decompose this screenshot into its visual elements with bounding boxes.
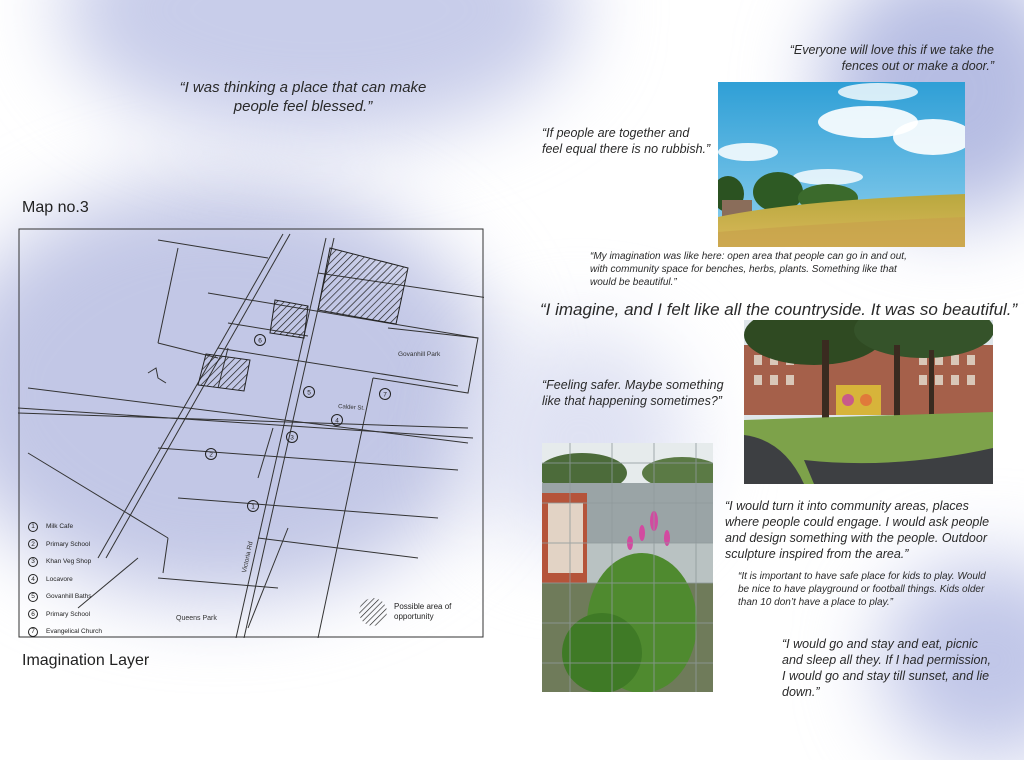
legend-number: 7: [28, 627, 38, 637]
legend-label: Milk Cafe: [46, 523, 74, 531]
quote-fences: “Everyone will love this if we take the fences out or make a door.”: [789, 43, 994, 73]
overgrown-lot-image: [542, 443, 713, 692]
legend-label: Locavore: [46, 575, 73, 583]
opportunity-area-2: [270, 300, 308, 338]
opportunity-legend: [358, 597, 454, 627]
legend-item: [28, 536, 102, 554]
quote-together: “If people are together and feel equal there is no rubbish.”: [542, 126, 711, 156]
quote-kids: “It is important to have safe place for kids to play. Would be nice to have playground or football things. Kids older than 10 don’t have a place to play.”: [738, 571, 986, 608]
legend-item: [28, 588, 102, 606]
legend-number: 5: [28, 592, 38, 602]
quote-picnic: “I would go and stay and eat, picnic and sleep all they. If I had permission, I would go and stay till sunset, and lie down.”: [782, 637, 991, 699]
legend-label: Primary School: [46, 610, 91, 618]
label-victoria-rd: Victoria Rd: [241, 540, 255, 574]
label-govanhill-park: Govanhill Park: [398, 351, 441, 358]
marker-4: 4: [335, 417, 339, 425]
label-queens-park: Queens Park: [176, 615, 217, 622]
green-space-image: [744, 320, 993, 484]
quote-blessed: “I was thinking a place that can make people feel blessed.”: [179, 79, 427, 115]
marker-7: 7: [383, 391, 387, 399]
background-blob-top: [60, 0, 580, 140]
quote-safer: “Feeling safer. Maybe something like that happening sometimes?”: [542, 378, 724, 408]
meadow-image: [718, 82, 965, 247]
legend-item: [28, 571, 102, 589]
legend-label: Khan Veg Shop: [46, 558, 92, 566]
opportunity-area-1: [318, 248, 408, 324]
photo-green-space: [744, 320, 993, 484]
legend-item: [28, 518, 102, 536]
marker-2: 2: [209, 451, 213, 459]
legend-item: [28, 606, 102, 624]
legend-label: Govanhill Baths: [46, 593, 92, 601]
legend-item: [28, 623, 102, 641]
legend-number: 1: [28, 522, 38, 532]
quote-imagination: “My imagination was like here: open area that people can go in and out, with community space for benches, herbs, plants. Something like that would be beautiful.”: [590, 251, 907, 288]
quote-community: “I would turn it into community areas, places where people could engage. I would ask people and design something with the people. Outdoor sculpture inspired from the area.”: [725, 499, 990, 561]
legend-number: 3: [28, 557, 38, 567]
marker-5: 5: [307, 389, 311, 397]
legend-label: Primary School: [46, 540, 91, 548]
quote-countryside: “I imagine, and I felt like all the countryside. It was so beautiful.”: [540, 300, 1018, 319]
legend-number: 6: [28, 609, 38, 619]
map-legend: [28, 518, 102, 641]
marker-6: 6: [258, 337, 262, 345]
layer-title: Imagination Layer: [22, 652, 150, 669]
map-title: Map no.3: [22, 199, 89, 216]
opportunity-label: Possible area of opportunity: [394, 602, 452, 621]
opportunity-area-3: [198, 354, 250, 391]
marker-3: 3: [290, 434, 294, 442]
legend-number: 2: [28, 539, 38, 549]
photo-meadow: [718, 82, 965, 247]
hatched-circle-icon: [358, 597, 388, 627]
photo-overgrown-lot: [542, 443, 713, 692]
legend-label: Evangelical Church: [46, 628, 103, 636]
label-calder-st: Calder St.: [337, 404, 365, 412]
legend-number: 4: [28, 574, 38, 584]
legend-item: [28, 553, 102, 571]
marker-1: 1: [251, 503, 255, 511]
